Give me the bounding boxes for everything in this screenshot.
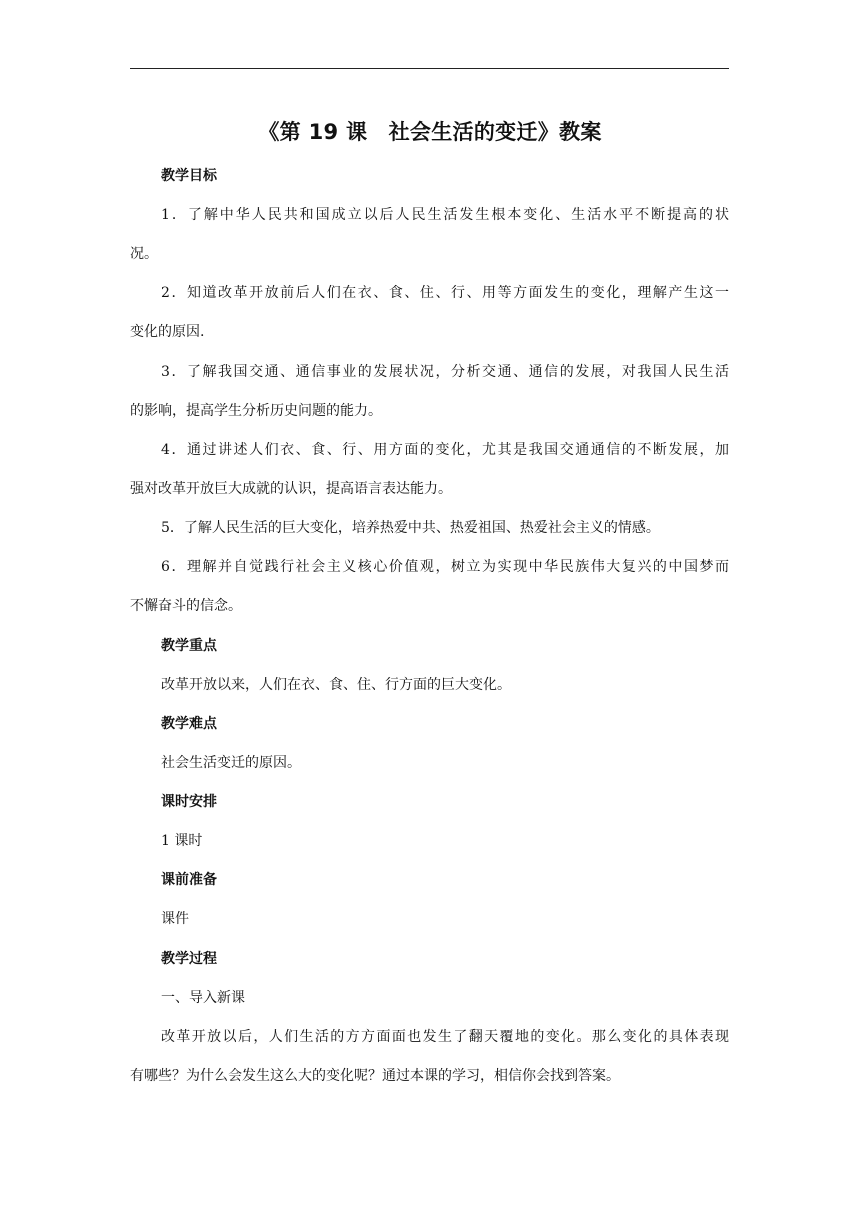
section-heading-objectives: 教学目标 [161, 168, 217, 184]
header-rule [130, 68, 729, 69]
preparation-text: 课件 [161, 911, 189, 927]
section-heading-preparation: 课前准备 [161, 872, 217, 888]
objective-2-line2: 变化的原因. [130, 324, 205, 340]
section-heading-schedule: 课时安排 [161, 794, 217, 810]
objective-4-line1: 4．通过讲述人们衣、食、行、用方面的变化，尤其是我国交通通信的不断发展，加 [161, 442, 729, 458]
section-heading-process: 教学过程 [161, 951, 217, 967]
objective-1-line1: 1．了解中华人民共和国成立以后人民生活发生根本变化、生活水平不断提高的状 [161, 207, 729, 223]
objective-6-line2: 不懈奋斗的信念。 [130, 598, 242, 614]
document-title: 《第 19 课 社会生活的变迁》教案 [258, 120, 602, 144]
process-step-1-title: 一、导入新课 [161, 990, 245, 1006]
key-points-text: 改革开放以来，人们在衣、食、住、行方面的巨大变化。 [161, 677, 511, 693]
objective-4-line2: 强对改革开放巨大成就的认识，提高语言表达能力。 [130, 481, 452, 497]
process-paragraph-line2: 有哪些？为什么会发生这么大的变化呢？通过本课的学习，相信你会找到答案。 [130, 1068, 620, 1084]
process-paragraph-line1: 改革开放以后，人们生活的方方面面也发生了翻天覆地的变化。那么变化的具体表现 [161, 1029, 729, 1045]
objective-3-line1: 3．了解我国交通、通信事业的发展状况，分析交通、通信的发展，对我国人民生活 [161, 364, 729, 380]
objective-1-line2: 况。 [130, 246, 158, 262]
objective-6-line1: 6．理解并自觉践行社会主义核心价值观，树立为实现中华民族伟大复兴的中国梦而 [161, 559, 729, 575]
objective-3-line2: 的影响，提高学生分析历史问题的能力。 [130, 403, 382, 419]
objective-2-line1: 2．知道改革开放前后人们在衣、食、住、行、用等方面发生的变化，理解产生这一 [161, 285, 729, 301]
schedule-text: 1 课时 [161, 833, 203, 849]
objective-5-line1: 5．了解人民生活的巨大变化，培养热爱中共、热爱祖国、热爱社会主义的情感。 [161, 520, 660, 536]
section-heading-key-points: 教学重点 [161, 638, 217, 654]
difficulties-text: 社会生活变迁的原因。 [161, 755, 301, 771]
section-heading-difficulties: 教学难点 [161, 716, 217, 732]
